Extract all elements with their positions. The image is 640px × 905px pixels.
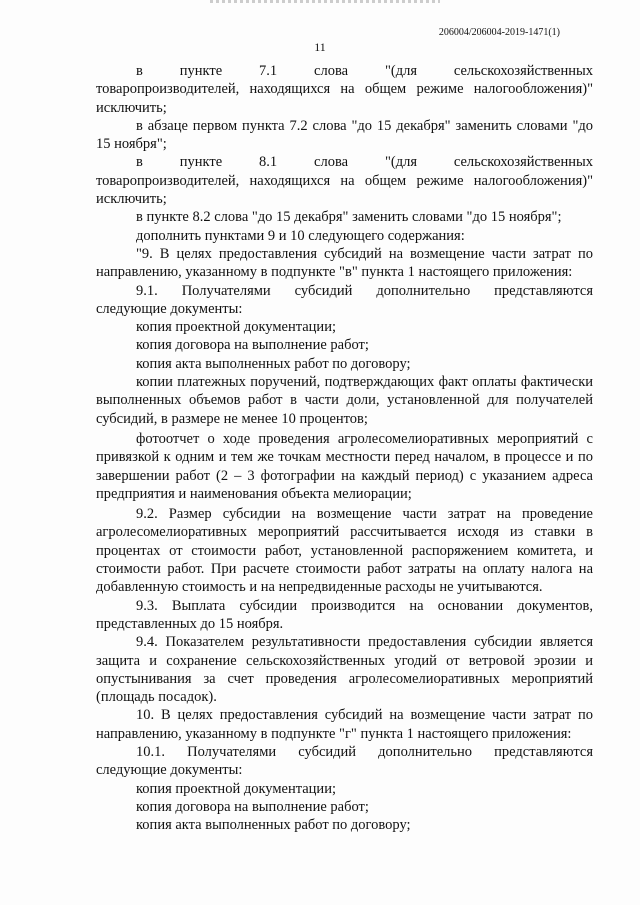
paragraph: 9.2. Размер субсидии на возмещение части затрат на проведение агролесомелиоративных мероприятий рассчитывается исходя из ставки в процентах от стоимости работ, установленной распоряжением комитета, и стоимости работ. При расчете стоимости работ затраты на оплату налога на добавленную стоимость и на непредвиденные расходы не учитываются.: [96, 506, 593, 596]
paragraph-line: в пункте 7.1 слова "(для сельскохозяйственных: [136, 63, 593, 79]
list-item: копия акта выполненных работ по договору;: [136, 355, 411, 372]
paragraph-line: следующие документы:: [96, 300, 243, 317]
document-body: [96, 62, 593, 834]
list-item: копия договора на выполнение работ;: [136, 798, 369, 815]
paragraph-line: в пункте 8.1 слова "(для сельскохозяйственных: [136, 154, 593, 171]
page-number: 11: [314, 40, 326, 54]
document-id: 206004/206004-2019-1471(1): [438, 27, 560, 38]
paragraph: дополнить пунктами 9 и 10 следующего содержания:: [136, 227, 465, 244]
paragraph-line: 10.1. Получателями субсидий дополнительно представляются: [136, 743, 593, 760]
paragraph: [96, 743, 593, 780]
paragraph: в пункте 8.2 слова "до 15 декабря" заменить словами "до 15 ноября";: [136, 209, 562, 226]
paragraph: [96, 282, 593, 319]
list-item: копия проектной документации;: [136, 319, 336, 336]
paragraph: "9. В целях предоставления субсидий на возмещение части затрат по направлению, указанному в подпункте "в" пункта 1 настоящего приложения:: [96, 245, 593, 281]
list-item: фотоотчет о ходе проведения агролесомелиоративных мероприятий с привязкой к одним и тем же точкам местности перед началом, в процессе и по завершении работ (2 – 3 фотографии на каждый период) с указанием адреса предприятия и наименования объекта мелиорации;: [96, 430, 593, 502]
paragraph: 10. В целях предоставления субсидий на возмещение части затрат по направлению, указанному в подпункте "г" пункта 1 настоящего приложения:: [96, 707, 593, 742]
scan-artifact-line: [210, 0, 440, 3]
paragraph: 9.4. Показателем результативности предоставления субсидии является защита и сохранение сельскохозяйственных угодий от ветровой эрозии и опустынивания за счет проведения агролесомелиоративных мероприятий (площадь посадок).: [96, 634, 593, 706]
paragraph: [96, 153, 593, 208]
paragraph-line: товаропроизводителей, находящихся на общем режиме налогообложения)" исключить;: [96, 172, 593, 208]
list-item: копия договора на выполнение работ;: [136, 337, 369, 354]
paragraph: в абзаце первом пункта 7.2 слова "до 15 декабря" заменить словами "до 15 ноября";: [96, 117, 593, 153]
list-item: копия акта выполненных работ по договору;: [136, 817, 411, 834]
paragraph: [96, 62, 593, 117]
paragraph-line: товаропроизводителей, находящихся на общем режиме налогообложения)" исключить;: [96, 81, 593, 116]
paragraph: 9.3. Выплата субсидии производится на основании документов, представленных до 15 ноября.: [96, 597, 593, 632]
list-item: копии платежных поручений, подтверждающих факт оплаты фактически выполненных объемов работ в части доли, установленной для получателей субсидий, в размере не менее 10 процентов;: [96, 374, 593, 427]
list-item: копия проектной документации;: [136, 780, 336, 797]
paragraph-line: 9.1. Получателями субсидий дополнительно представляются: [136, 282, 593, 299]
paragraph-line: следующие документы:: [96, 762, 243, 779]
